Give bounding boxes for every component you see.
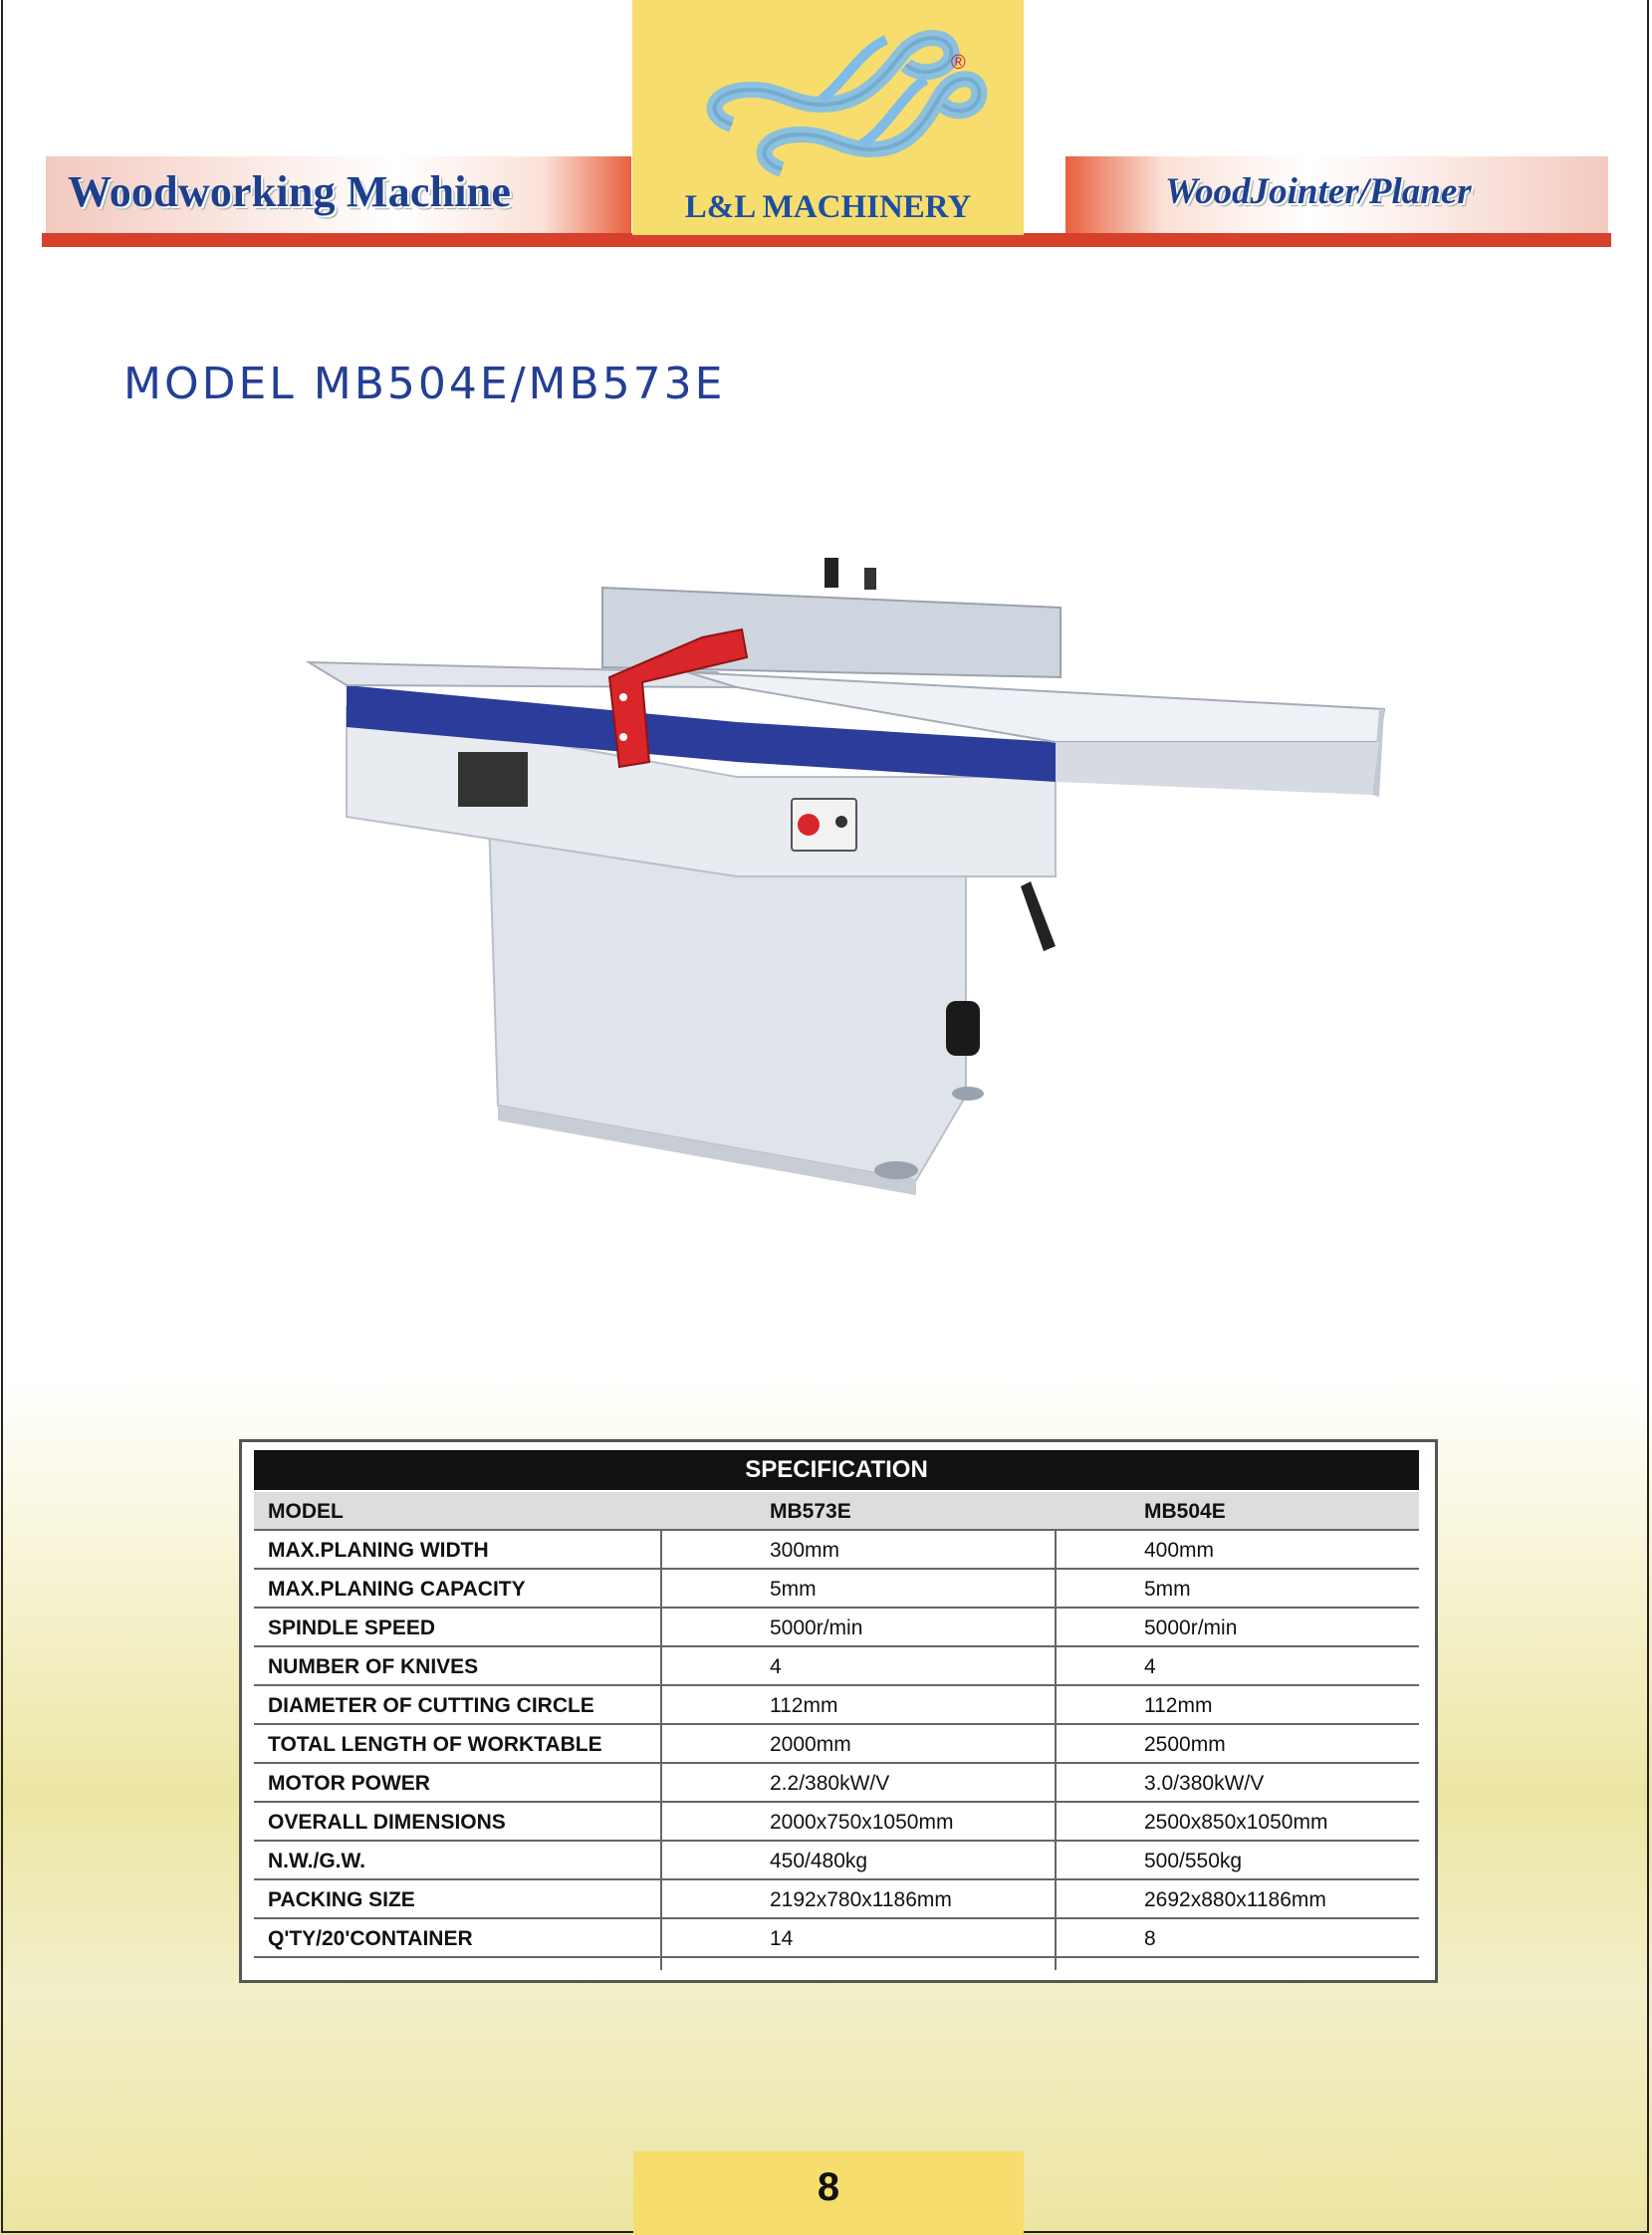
guard-rivet [619, 733, 627, 741]
specification-table [239, 1439, 1438, 1983]
spec-label: PACKING SIZE [268, 1888, 415, 1911]
model-title: MODEL MB504E/MB573E [123, 359, 726, 409]
spec-value-mb504e: 400mm [1144, 1539, 1215, 1562]
spec-label: TOTAL LENGTH OF WORKTABLE [268, 1733, 602, 1756]
spec-label: MODEL [268, 1500, 344, 1523]
table-row [254, 1803, 1419, 1842]
spec-label: MOTOR POWER [268, 1772, 430, 1795]
table-row [254, 1570, 1419, 1609]
foot-pad [874, 1161, 918, 1179]
jointer-planer-image [299, 538, 1394, 1195]
table-row [254, 1686, 1419, 1725]
fence-knob [825, 558, 838, 588]
table-row [254, 1880, 1419, 1919]
table-side [1056, 742, 1379, 795]
spec-value-mb573e: 2192x780x1186mm [770, 1888, 952, 1911]
table-row [254, 1919, 1419, 1958]
table-row [254, 1647, 1419, 1686]
spec-label: MAX.PLANING WIDTH [268, 1539, 489, 1562]
spec-label: SPINDLE SPEED [268, 1616, 436, 1639]
nameplate [458, 752, 528, 807]
header-right-ribbon [1065, 156, 1608, 234]
spec-value-mb504e: 3.0/380kW/V [1144, 1772, 1265, 1795]
spec-value-mb573e: 5mm [770, 1578, 817, 1601]
spec-value-mb573e: 300mm [770, 1539, 840, 1562]
spec-value-mb573e: 450/480kg [770, 1850, 868, 1872]
guard-rivet [619, 693, 627, 701]
table-row [254, 1842, 1419, 1880]
stop-button-icon [798, 814, 820, 836]
table-row [254, 1609, 1419, 1647]
spec-label: N.W./G.W. [268, 1850, 365, 1872]
spec-value-mb573e: 112mm [770, 1694, 838, 1717]
spec-label: Q'TY/20'CONTAINER [268, 1927, 473, 1950]
table-row [254, 1725, 1419, 1764]
table-row [254, 1531, 1419, 1570]
spec-value-mb504e: 112mm [1144, 1694, 1213, 1717]
spec-value-mb504e: 4 [1144, 1655, 1156, 1678]
product-category: WoodJointer/Planer [1165, 171, 1472, 212]
company-name: L&L MACHINERY [684, 189, 972, 225]
spec-label: DIAMETER OF CUTTING CIRCLE [268, 1694, 594, 1717]
spec-label: OVERALL DIMENSIONS [268, 1811, 506, 1834]
table-row [254, 1764, 1419, 1803]
spec-value-mb504e: 2692x880x1186mm [1144, 1888, 1326, 1911]
section-title: Woodworking Machine [68, 167, 512, 216]
page-number-box [633, 2151, 1024, 2235]
table-row [254, 1492, 1419, 1531]
adjust-handle [1021, 881, 1056, 951]
spec-value-mb573e: 2000mm [770, 1733, 851, 1756]
page-number: 8 [817, 2165, 840, 2209]
spec-value-mb504e: MB504E [1144, 1500, 1226, 1523]
spec-value-mb573e: 5000r/min [770, 1616, 863, 1639]
header-left-ribbon [46, 156, 631, 234]
spec-value-mb573e: MB573E [770, 1500, 851, 1523]
start-button-icon [835, 816, 847, 828]
spec-value-mb504e: 500/550kg [1144, 1850, 1243, 1872]
fence-knob [864, 568, 876, 590]
spec-value-mb573e: 2.2/380kW/V [770, 1772, 890, 1795]
ll-logo-icon [672, 20, 991, 189]
spec-value-mb504e: 5000r/min [1144, 1616, 1238, 1639]
header-rule [42, 233, 1611, 247]
registered-mark: ® [951, 52, 966, 74]
spec-value-mb573e: 2000x750x1050mm [770, 1811, 954, 1834]
spec-label: NUMBER OF KNIVES [268, 1655, 479, 1678]
spec-value-mb573e: 4 [770, 1655, 782, 1678]
foot-pad [952, 1087, 984, 1101]
spec-value-mb504e: 2500x850x1050mm [1144, 1811, 1328, 1834]
spec-value-mb504e: 5mm [1144, 1578, 1191, 1601]
spec-title: SPECIFICATION [254, 1450, 1419, 1490]
height-wheel-knob [946, 1001, 980, 1056]
spec-value-mb504e: 8 [1144, 1927, 1156, 1950]
company-logo [632, 0, 1024, 235]
spec-value-mb504e: 2500mm [1144, 1733, 1226, 1756]
spec-label: MAX.PLANING CAPACITY [268, 1578, 526, 1601]
spec-value-mb573e: 14 [770, 1927, 794, 1950]
